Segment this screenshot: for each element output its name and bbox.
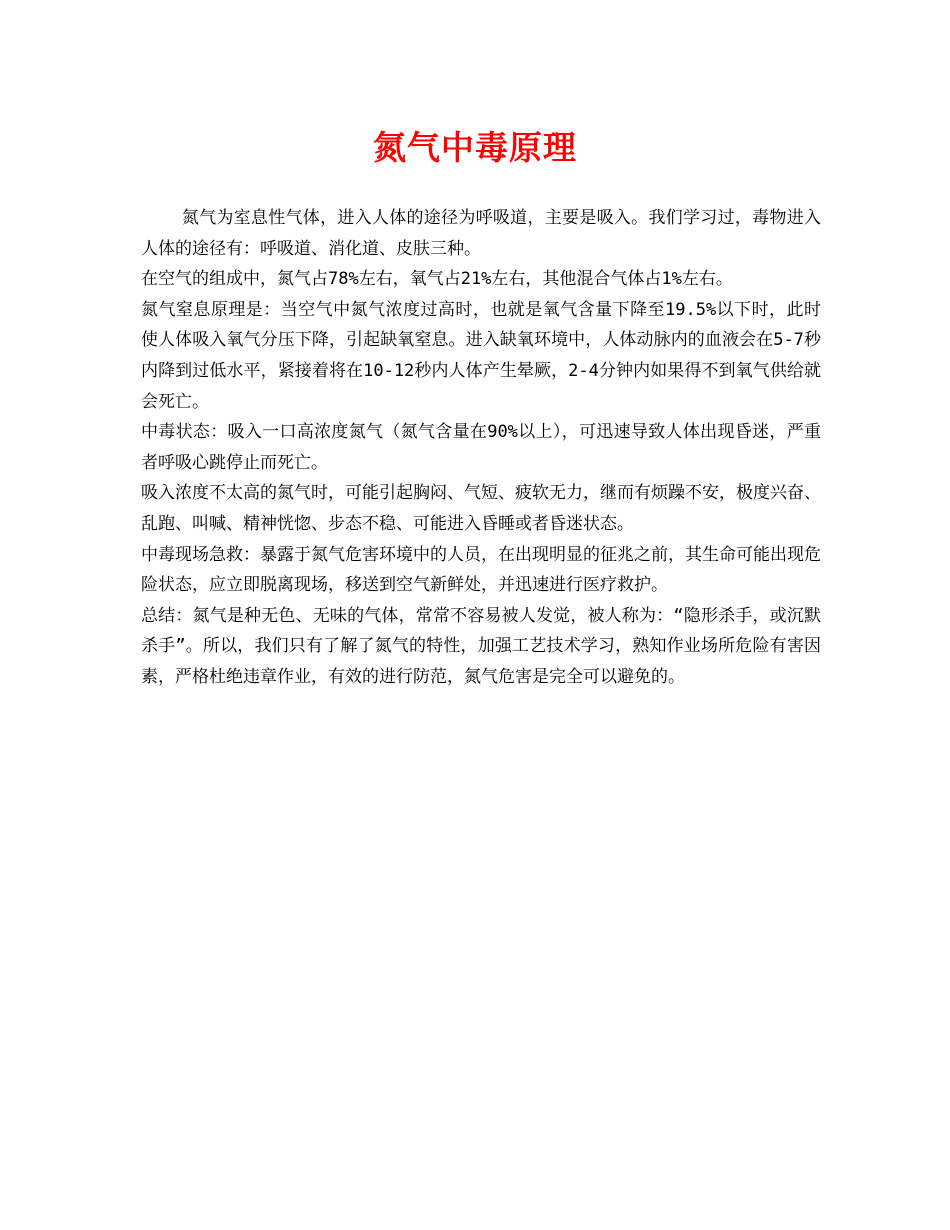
page-title: 氮气中毒原理 xyxy=(373,128,577,167)
paragraph-air-composition: 在空气的组成中，氮气占78%左右，氧气占21%左右，其他混合气体占1%左右。 xyxy=(141,269,733,290)
paragraph-intro: 氮气为室息性气体，进入人体的途径为呼吸道，主要是吸入。我们学习过，毒物进入人体的途径有：呼吸道、消化道、皮肤三种。 xyxy=(141,208,821,259)
paragraph-summary: 总结：氮气是种无色、无味的气体，常常不容易被人发觉，被人称为：“隐形杀手，或沉默杀手”。所以，我们只有了解了氮气的特性，加强工艺技术学习，熟知作业场所危险有害因素，严格杜绝违章作业，有效的进行防范，氮气危害是完全可以避免的。 xyxy=(141,605,821,687)
paragraph-first-aid: 中毒现场急救：暴露于氮气危害环境中的人员，在出现明显的征兆之前，其生命可能出现危险状态，应立即脱离现场，移送到空气新鲜处，并迅速进行医疗救护。 xyxy=(141,544,821,596)
paragraph-poisoning-state: 中毒状态：吸入一口高浓度氮气（氮气含量在90%以上），可迅速导致人体出现昏迷，严重者呼吸心跳停止而死亡。 xyxy=(141,422,821,473)
paragraph-low-concentration: 吸入浓度不太高的氮气时，可能引起胸闷、气短、疲软无力，继而有烦躁不安，极度兴奋、乱跑、叫喊、精神恍惚、步态不稳、可能进入昏睡或者昏迷状态。 xyxy=(141,483,821,534)
paragraph-asphyxia-principle: 氮气窒息原理是：当空气中氮气浓度过高时，也就是氧气含量下降至19.5%以下时，此时使人体吸入氧气分压下降，引起缺氧窒息。进入缺氧环境中，人体动脉内的血液会在5-7秒内降到过低水平，紧接着将在10-12秒内人体产生晕厥，2-4分钟内如果得不到氧气供给就会死亡。 xyxy=(141,299,821,412)
document-body xyxy=(141,203,821,693)
